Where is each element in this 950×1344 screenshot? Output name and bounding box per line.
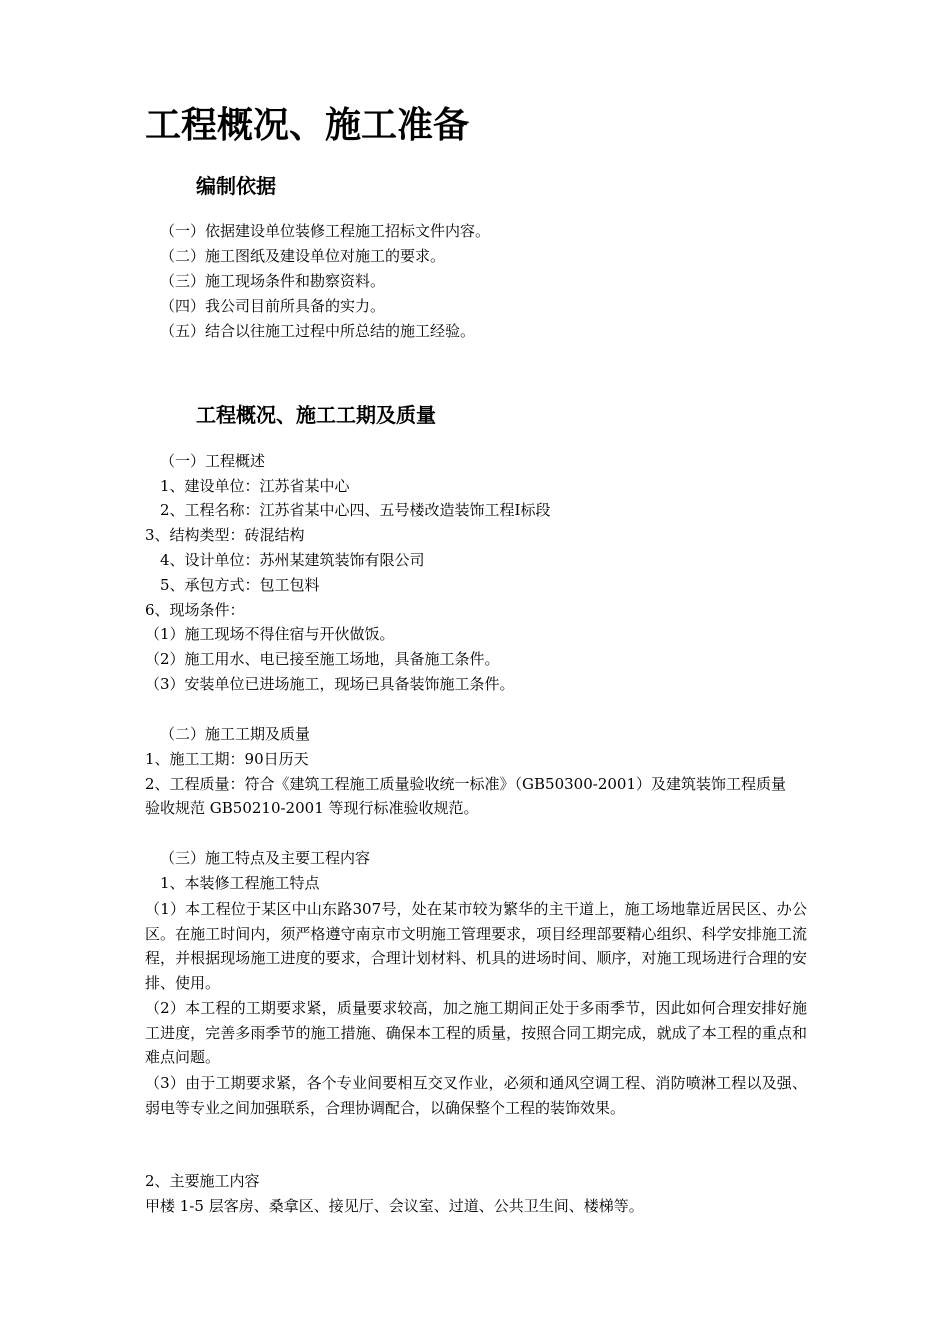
overview-item: 3、结构类型：砖混结构 (145, 526, 305, 544)
overview-item: 5、承包方式：包工包料 (160, 576, 320, 594)
document-title: 工程概况、施工准备 (145, 105, 470, 146)
basis-item: （一）依据建设单位装修工程施工招标文件内容。 (160, 222, 491, 240)
schedule-item: 2、工程质量：符合《建筑工程施工质量验收统一标准》（GB50300-2001）及建筑装饰工程质量 (145, 775, 787, 793)
section-heading-basis: 编制依据 (196, 174, 276, 198)
schedule-item: 验收规范 GB50210-2001 等现行标准验收规范。 (145, 799, 479, 817)
basis-item: （三）施工现场条件和勘察资料。 (160, 272, 386, 290)
main-content: 甲楼 1-5 层客房、桑拿区、接见厅、会议室、过道、公共卫生间、楼梯等。 (145, 1197, 644, 1215)
schedule-title: （二）施工工期及质量 (160, 725, 311, 743)
feature-paragraph: （2）本工程的工期要求紧，质量要求较高，加之施工期间正处于多雨季节，因此如何合理安排好施工进度，完善多雨季节的施工措施、确保本工程的质量，按照合同工期完成，就成了本工程的重点和难点问题。 (145, 999, 807, 1067)
feature-paragraph: （3）由于工期要求紧，各个专业间要相互交叉作业，必须和通风空调工程、消防喷淋工程以及强、弱电等专业之间加强联系，合理协调配合，以确保整个工程的装饰效果。 (145, 1074, 807, 1117)
features-subtitle: 1、本装修工程施工特点 (160, 874, 320, 892)
overview-item: 4、设计单位：苏州某建筑装饰有限公司 (160, 551, 425, 569)
basis-item: （二）施工图纸及建设单位对施工的要求。 (160, 247, 446, 265)
overview-item: 1、建设单位：江苏省某中心 (160, 477, 350, 495)
basis-item: （五）结合以往施工过程中所总结的施工经验。 (160, 322, 476, 340)
section-heading-overview: 工程概况、施工工期及质量 (196, 403, 436, 427)
schedule-item: 1、施工工期：90日历天 (145, 750, 309, 768)
features-subtitle: 2、主要施工内容 (145, 1172, 260, 1190)
feature-paragraph: （1）本工程位于某区中山东路307号，处在某市较为繁华的主干道上，施工场地靠近居民区、办公区。在施工时间内，须严格遵守南京市文明施工管理要求，项目经理部要精心组织、科学安排施工流程，并根据现场施工进度的要求，合理计划材料、机具的进场时间、顺序，对施工现场进行合理的安排、使用。 (145, 900, 807, 992)
site-condition: （1）施工现场不得住宿与开伙做饭。 (145, 625, 395, 643)
basis-item: （四）我公司目前所具备的实力。 (160, 297, 386, 315)
site-condition: （2）施工用水、电已接至施工场地，具备施工条件。 (145, 650, 500, 668)
overview-title: （一）工程概述 (160, 452, 266, 470)
features-title: （三）施工特点及主要工程内容 (160, 849, 371, 867)
site-condition: （3）安装单位已进场施工，现场已具备装饰施工条件。 (145, 675, 515, 693)
overview-item: 2、工程名称：江苏省某中心四、五号楼改造装饰工程Ⅰ标段 (160, 501, 551, 519)
overview-item: 6、现场条件： (145, 601, 245, 619)
